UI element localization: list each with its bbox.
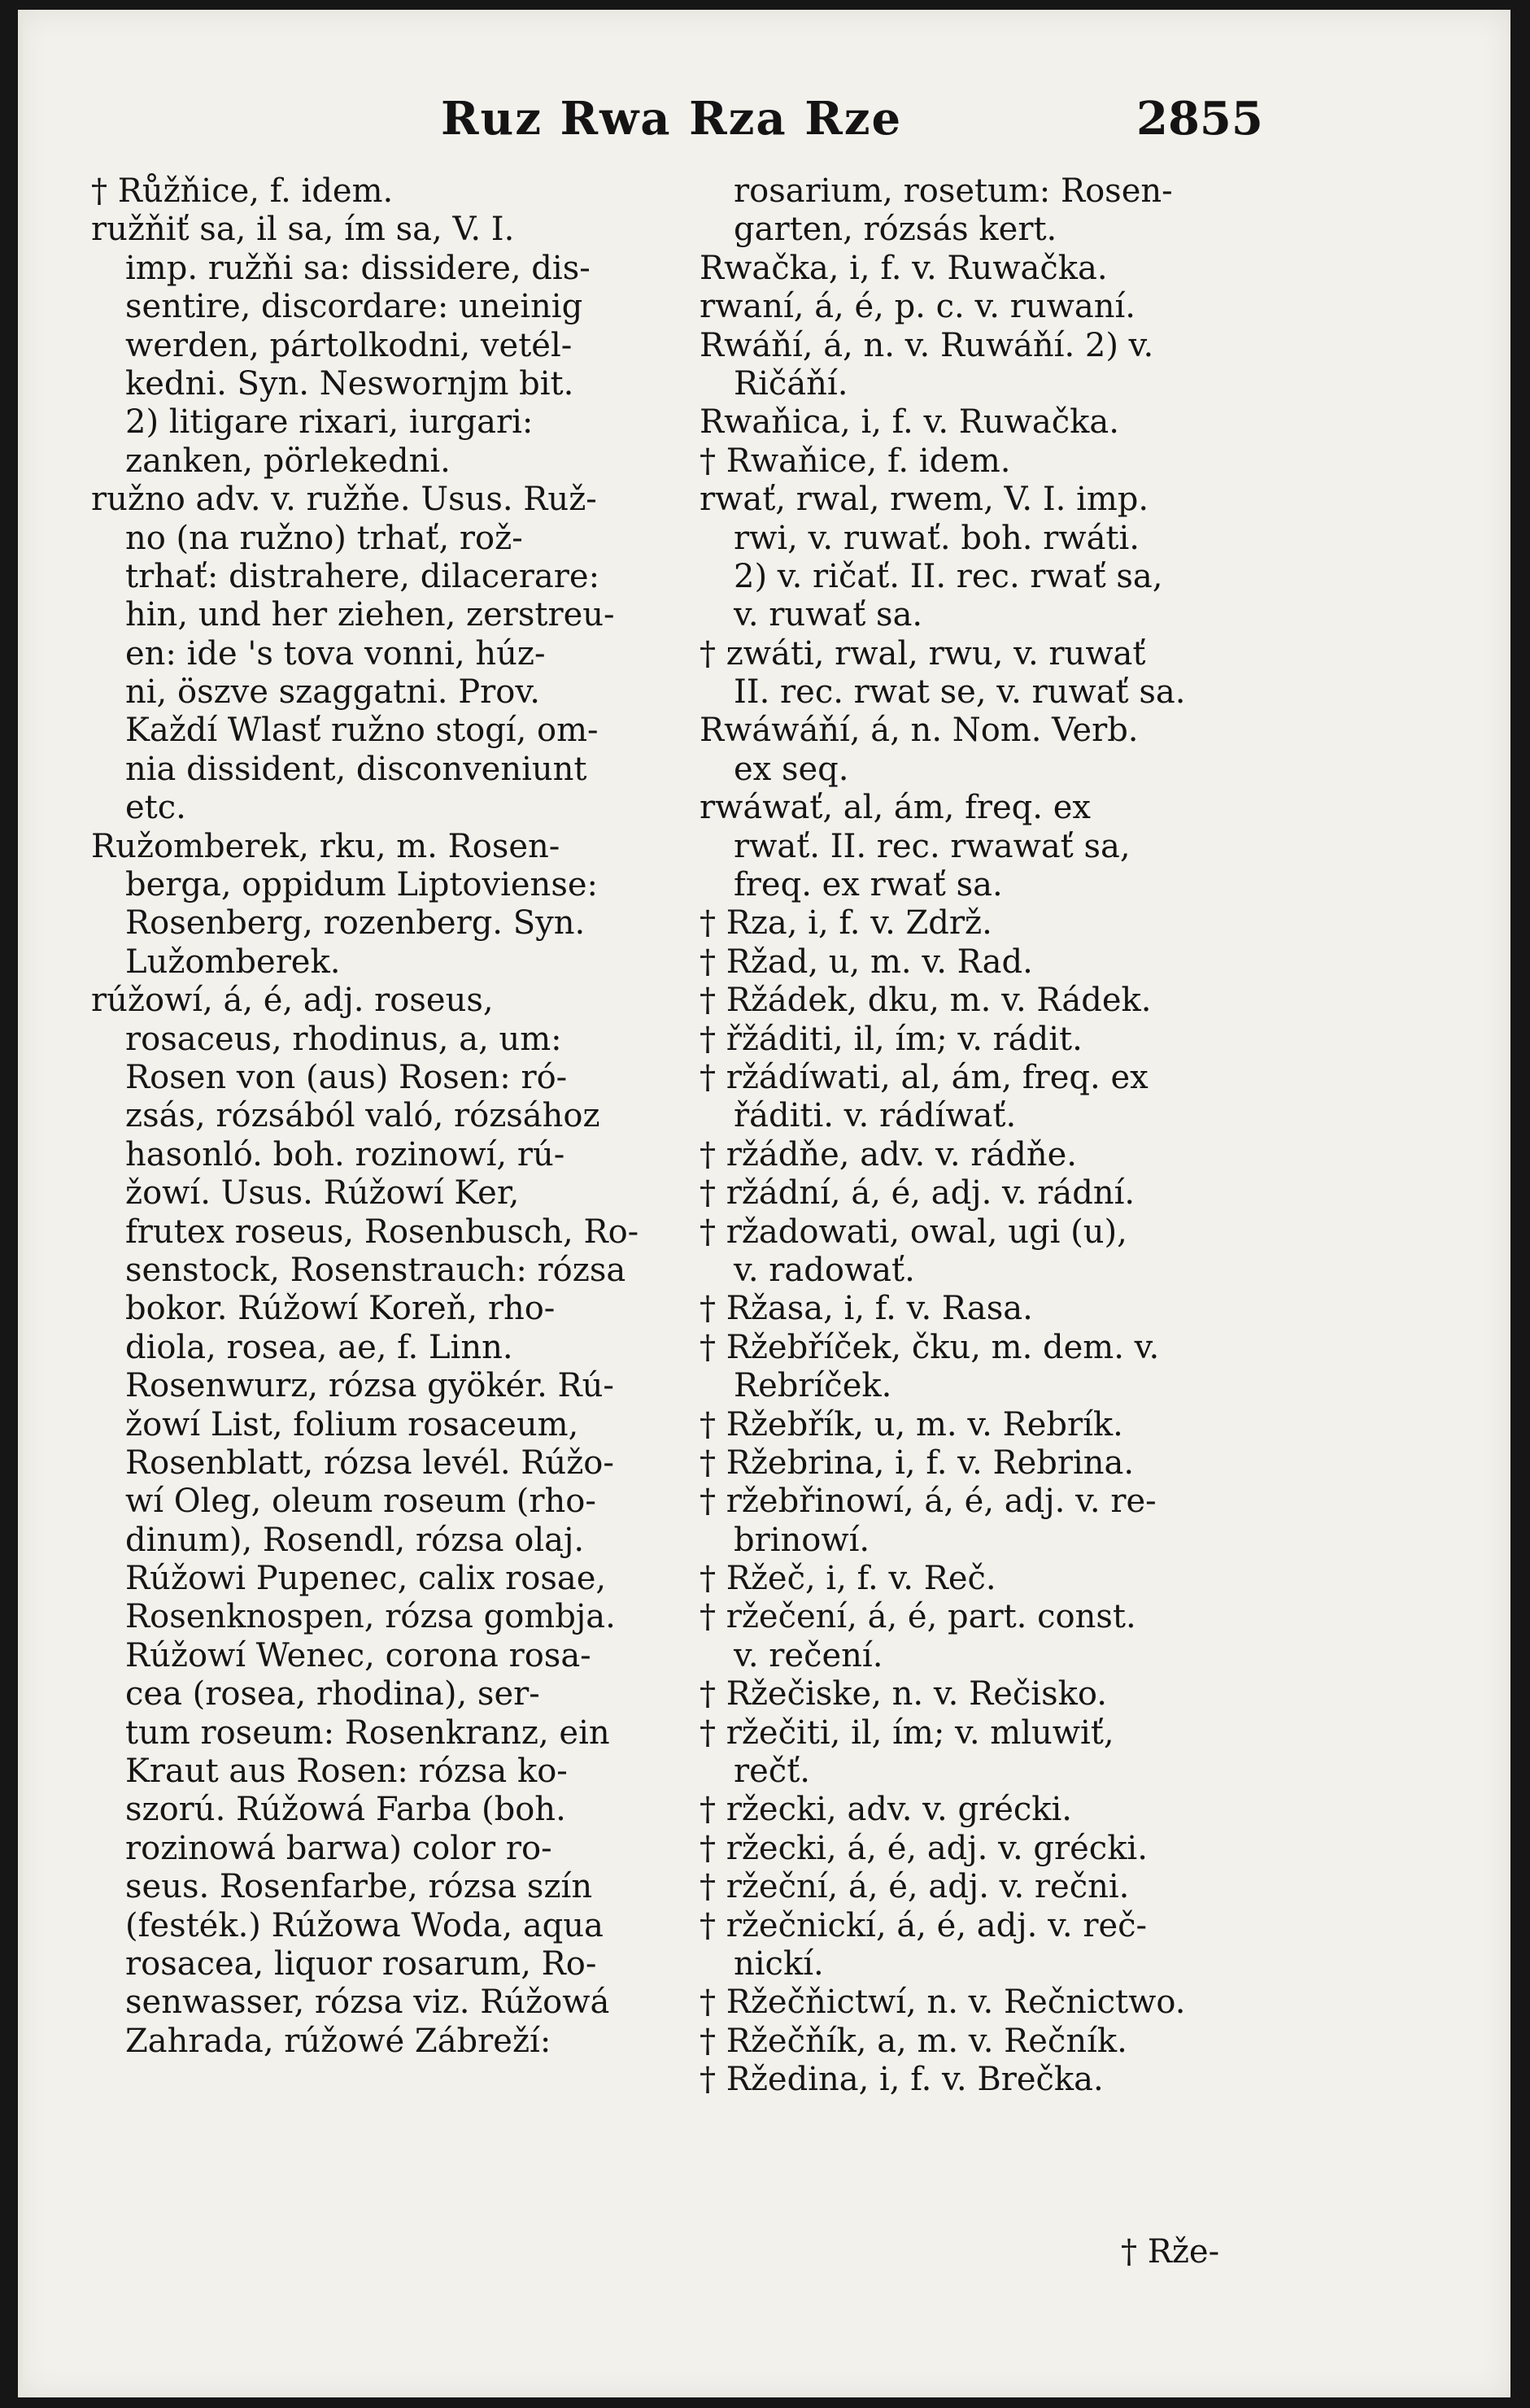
entry-line: Ričáňí. <box>734 364 848 403</box>
entry-line: Rwaňica, i, f. v. Ruwačka. <box>700 403 1119 442</box>
entry-line: hasonló. boh. rozinowí, rú- <box>125 1135 565 1174</box>
entry-line: † ržecki, á, é, adj. v. grécki. <box>700 1829 1148 1867</box>
entry-line: (festék.) Rúžowa Woda, aqua <box>125 1906 604 1944</box>
entry-line: II. rec. rwat se, v. ruwať sa. <box>734 673 1186 712</box>
entry-line: ni, öszve szaggatni. Prov. <box>125 673 540 712</box>
entry-line: rwať. II. rec. rwawať sa, <box>734 827 1131 865</box>
entry-line: rosaceus, rhodinus, a, um: <box>125 1020 562 1058</box>
entry-line: seus. Rosenfarbe, rózsa szín <box>125 1868 593 1906</box>
guide-words: Ruz Rwa Rza Rze <box>441 92 903 146</box>
entry-line: rečť. <box>734 1753 810 1791</box>
entry-line: Rwáwáňí, á, n. Nom. Verb. <box>700 712 1139 750</box>
entry-line: rosarium, rosetum: Rosen- <box>734 172 1173 210</box>
entry-line: † Ržebříček, čku, m. dem. v. <box>700 1328 1160 1366</box>
entry-line: Každí Wlasť ružno stogí, om- <box>125 712 599 750</box>
entry-line: † ržádíwati, al, ám, freq. ex <box>700 1058 1149 1096</box>
entry-line: 2) v. ričať. II. rec. rwať sa, <box>734 557 1163 595</box>
page-header <box>18 87 1510 152</box>
entry-line: kedni. Syn. Neswornjm bit. <box>125 364 574 403</box>
catchword: † Rže- <box>1121 2233 1220 2271</box>
entry-line: † Ržádek, dku, m. v. Rádek. <box>700 982 1152 1020</box>
entry-line: Zahrada, rúžowé Zábreží: <box>125 2022 551 2060</box>
entry-line: rwáwať, al, ám, freq. ex <box>700 789 1091 827</box>
entry-line: † ržečiti, il, ím; v. mluwiť, <box>700 1713 1114 1752</box>
entry-line: † ržadowati, owal, ugi (u), <box>700 1213 1127 1251</box>
entry-line: freq. ex rwať sa. <box>734 866 1003 904</box>
entry-line: † ržečení, á, é, part. const. <box>700 1598 1136 1636</box>
entry-line: řáditi. v. rádíwať. <box>734 1097 1017 1135</box>
entry-line: rosacea, liquor rosarum, Ro- <box>125 1944 597 1983</box>
entry-line: Lužomberek. <box>125 943 341 981</box>
entry-line: † Růžňice, f. idem. <box>91 172 394 210</box>
entry-line: trhať: distrahere, dilacerare: <box>125 557 600 595</box>
entry-line: etc. <box>125 789 186 827</box>
entry-line: zsás, rózsából való, rózsához <box>125 1097 600 1135</box>
entry-line: berga, oppidum Liptoviense: <box>125 866 598 904</box>
entry-line: cea (rosea, rhodina), ser- <box>125 1675 540 1713</box>
entry-line: † Ržebřík, u, m. v. Rebrík. <box>700 1405 1123 1443</box>
entry-line: † ržeční, á, é, adj. v. rečni. <box>700 1868 1130 1906</box>
dictionary-page <box>18 10 1510 2397</box>
entry-line: Rwačka, i, f. v. Ruwačka. <box>700 249 1108 287</box>
entry-line: † Rza, i, f. v. Zdrž. <box>700 904 992 943</box>
entry-line: rúžowí, á, é, adj. roseus, <box>91 982 494 1020</box>
entry-line: Rosenberg, rozenberg. Syn. <box>125 904 586 943</box>
entry-line: † Ržečiske, n. v. Rečisko. <box>700 1675 1107 1713</box>
entry-line: szorú. Rúžowá Farba (boh. <box>125 1791 566 1829</box>
entry-line: žowí List, folium rosaceum, <box>125 1405 579 1443</box>
entry-line: werden, pártolkodni, vetél- <box>125 326 573 364</box>
entry-line: † Ržedina, i, f. v. Brečka. <box>700 2061 1104 2099</box>
entry-line: v. radowať. <box>734 1251 915 1289</box>
entry-line: nickí. <box>734 1944 824 1983</box>
entry-line: senstock, Rosenstrauch: rózsa <box>125 1251 626 1289</box>
entry-line: Rosenknospen, rózsa gombja. <box>125 1598 616 1636</box>
entry-line: † Ržečňík, a, m. v. Rečník. <box>700 2022 1127 2060</box>
entry-line: † ržebřinowí, á, é, adj. v. re- <box>700 1483 1157 1521</box>
entry-line: hin, und her ziehen, zerstreu- <box>125 596 615 634</box>
entry-line: Rebríček. <box>734 1367 892 1405</box>
entry-line: † ržecki, adv. v. grécki. <box>700 1791 1073 1829</box>
entry-line: Rúžowí Wenec, corona rosa- <box>125 1636 591 1674</box>
entry-line: en: ide 's tova vonni, húz- <box>125 634 546 673</box>
entry-line: dinum), Rosendl, rózsa olaj. <box>125 1521 585 1559</box>
entry-line: v. rečení. <box>734 1636 883 1674</box>
entry-line: † Ržeč, i, f. v. Reč. <box>700 1560 996 1598</box>
entry-line: no (na ružno) trhať, rož- <box>125 519 523 557</box>
entry-line: Rosen von (aus) Rosen: ró- <box>125 1058 568 1096</box>
entry-line: † Rwaňice, f. idem. <box>700 442 1011 480</box>
right-column <box>700 172 1326 2100</box>
entry-line: 2) litigare rixari, iurgari: <box>125 403 534 442</box>
entry-line: nia dissident, disconveniunt <box>125 750 587 788</box>
entry-line: † ržádňe, adv. v. rádňe. <box>700 1135 1077 1174</box>
entry-line: zanken, pörlekedni. <box>125 442 451 480</box>
entry-line: rwaní, á, é, p. c. v. ruwaní. <box>700 288 1136 326</box>
entry-line: Rosenblatt, rózsa levél. Rúžo- <box>125 1443 614 1482</box>
entry-line: † Ržebrina, i, f. v. Rebrina. <box>700 1443 1135 1482</box>
entry-line: garten, rózsás kert. <box>734 211 1057 249</box>
entry-line: bokor. Rúžowí Koreň, rho- <box>125 1290 556 1328</box>
entry-line: rwi, v. ruwať. boh. rwáti. <box>734 519 1140 557</box>
entry-line: † ržádní, á, é, adj. v. rádní. <box>700 1174 1136 1213</box>
entry-line: † Ržasa, i, f. v. Rasa. <box>700 1290 1033 1328</box>
entry-line: Rwáňí, á, n. v. Ruwáňí. 2) v. <box>700 326 1154 364</box>
entry-line: † ržečnickí, á, é, adj. v. reč- <box>700 1906 1148 1944</box>
entry-line: v. ruwať sa. <box>734 596 923 634</box>
entry-line: † Ržad, u, m. v. Rad. <box>700 943 1033 981</box>
left-column <box>91 172 701 2061</box>
entry-line: brinowí. <box>734 1521 870 1559</box>
entry-line: ružno adv. v. ružňe. Usus. Ruž- <box>91 481 597 519</box>
entry-line: wí Oleg, oleum roseum (rho- <box>125 1483 596 1521</box>
page-number: 2855 <box>1136 92 1263 146</box>
entry-line: Rúžowi Pupenec, calix rosae, <box>125 1560 607 1598</box>
entry-line: † Ržečňictwí, n. v. Rečnictwo. <box>700 1983 1186 2022</box>
entry-line: sentire, discordare: uneinig <box>125 288 583 326</box>
entry-line: rwať, rwal, rwem, V. I. imp. <box>700 481 1149 519</box>
entry-line: ex seq. <box>734 750 849 788</box>
entry-line: Rosenwurz, rózsa gyökér. Rú- <box>125 1367 614 1405</box>
entry-line: senwasser, rózsa viz. Rúžowá <box>125 1983 610 2022</box>
entry-line: tum roseum: Rosenkranz, ein <box>125 1713 610 1752</box>
entry-line: ružňiť sa, il sa, ím sa, V. I. <box>91 211 515 249</box>
entry-line: frutex roseus, Rosenbusch, Ro- <box>125 1213 639 1251</box>
entry-line: † řžáditi, il, ím; v. rádit. <box>700 1020 1083 1058</box>
entry-line: diola, rosea, ae, f. Linn. <box>125 1328 513 1366</box>
entry-line: žowí. Usus. Rúžowí Ker, <box>125 1174 520 1213</box>
entry-line: imp. ružňi sa: dissidere, dis- <box>125 249 591 287</box>
entry-line: rozinowá barwa) color ro- <box>125 1829 552 1867</box>
entry-line: † zwáti, rwal, rwu, v. ruwať <box>700 634 1146 673</box>
entry-line: Ružomberek, rku, m. Rosen- <box>91 827 560 865</box>
entry-line: Kraut aus Rosen: rózsa ko- <box>125 1753 568 1791</box>
